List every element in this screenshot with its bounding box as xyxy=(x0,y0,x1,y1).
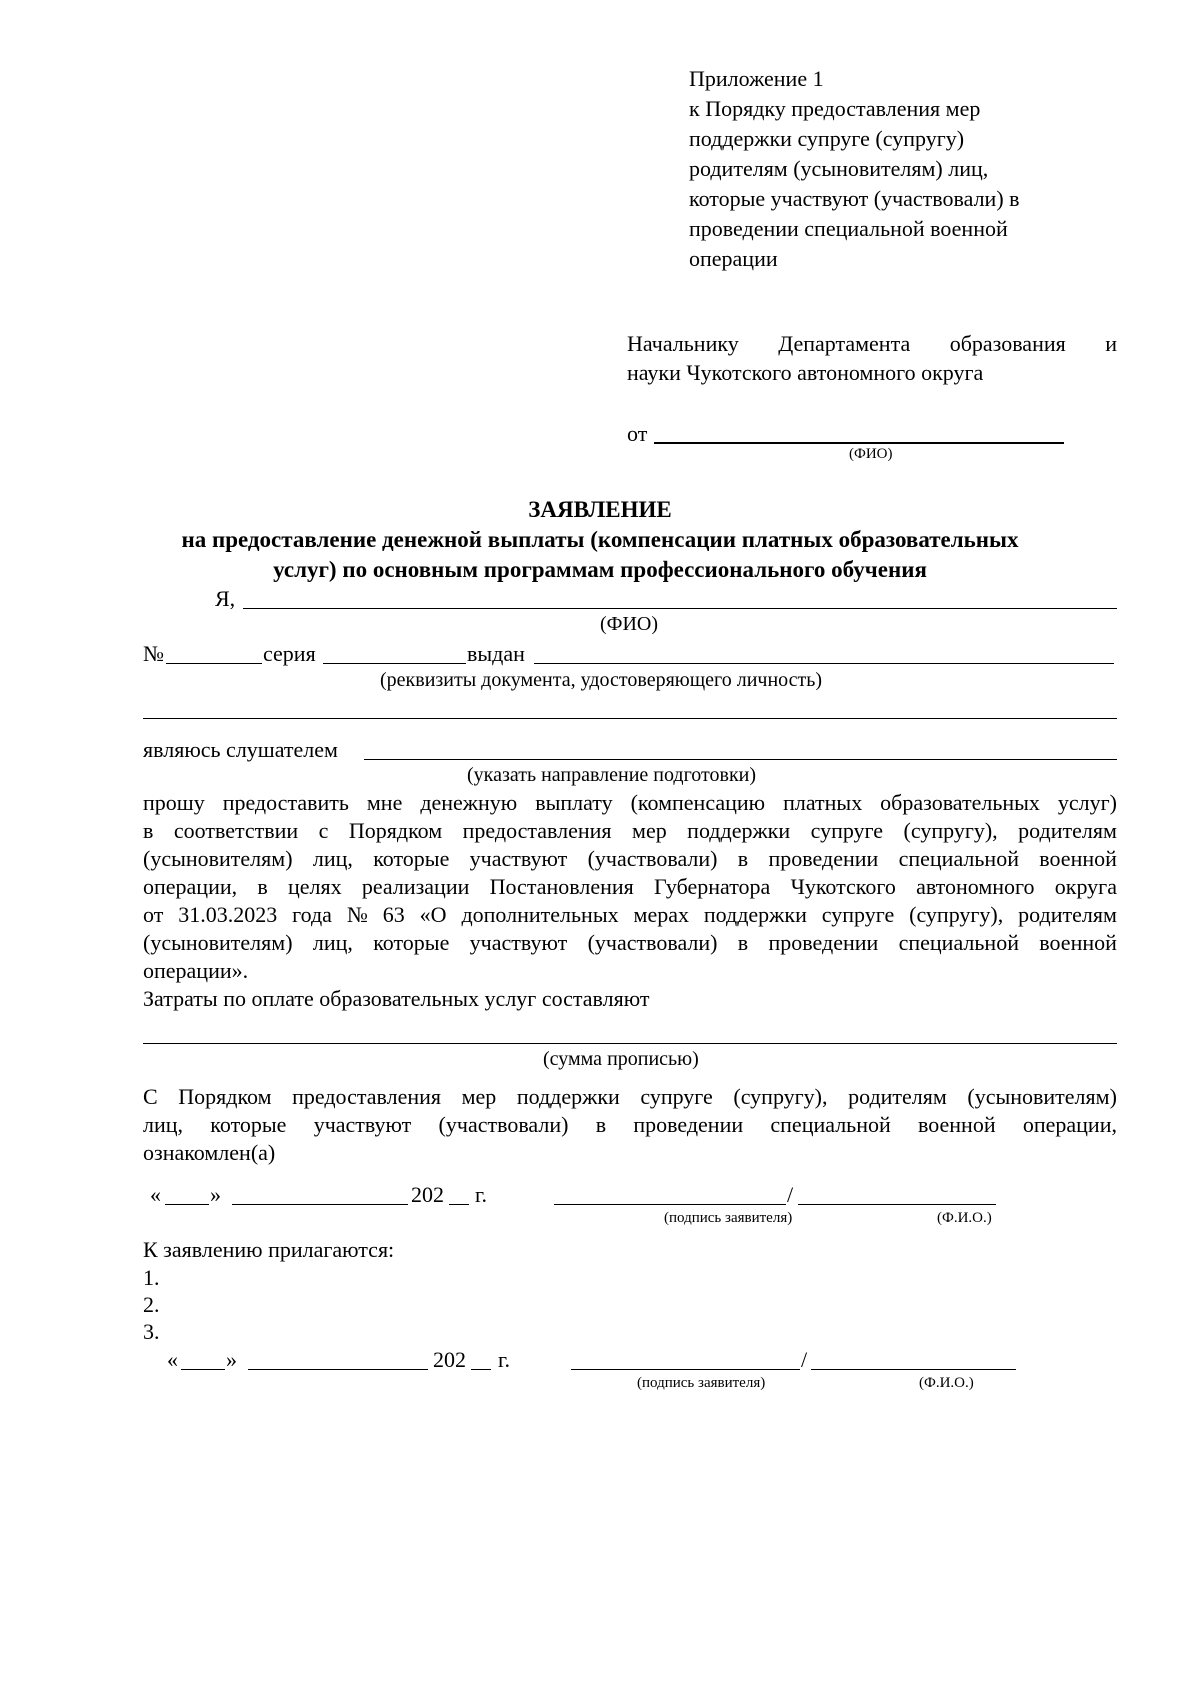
doc-continuation-field[interactable] xyxy=(143,718,1117,719)
sign-caption-1: (подпись заявителя) xyxy=(664,1210,793,1226)
appendix-line: которые участвуют (участвовали) в xyxy=(689,186,1020,211)
doc-series-field[interactable] xyxy=(323,663,466,664)
addressee-word: Департамента xyxy=(778,331,911,356)
acknowledgement-paragraph xyxy=(143,1083,1117,1167)
appendix-line: родителям (усыновителям) лиц, xyxy=(689,156,989,181)
appendix-line: к Порядку предоставления мер xyxy=(689,96,981,121)
issued-label: выдан xyxy=(467,641,525,666)
fio-caption-2: (Ф.И.О.) xyxy=(919,1375,974,1391)
date-close-quote: » xyxy=(226,1347,237,1372)
direction-caption: (указать направление подготовки) xyxy=(467,764,757,786)
addressee-line-1 xyxy=(627,330,1117,358)
attachment-item: 2. xyxy=(143,1292,160,1317)
date-close-quote: » xyxy=(210,1182,221,1207)
fio-caption-1: (Ф.И.О.) xyxy=(937,1210,992,1226)
request-line: (усыновителям) лиц, которые участвуют (участвовали) в проведении специальной военной xyxy=(143,930,1117,955)
addressee-word: Начальнику xyxy=(627,331,739,356)
sum-in-words-field[interactable] xyxy=(143,1043,1117,1044)
appendix-line: поддержки супруге (супругу) xyxy=(689,126,965,151)
signature-slash: / xyxy=(787,1182,794,1207)
attachments-label: К заявлению прилагаются: xyxy=(143,1237,395,1262)
sign-caption-2: (подпись заявителя) xyxy=(637,1375,766,1391)
ack-line: лиц, которые участвуют (участвовали) в проведении специальной военной операции, xyxy=(143,1112,1117,1137)
signature-field-2[interactable] xyxy=(571,1369,800,1370)
request-paragraph xyxy=(143,789,1117,1013)
request-line: операции». xyxy=(143,958,249,983)
from-fio-field[interactable] xyxy=(654,442,1064,444)
ack-line: С Порядком предоставления мер поддержки супруге (супругу), родителям (усыновителям) xyxy=(143,1084,1117,1109)
document-subtitle-line-1: на предоставление денежной выплаты (компенсации платных образовательных xyxy=(181,527,1019,552)
fio-signature-field-2[interactable] xyxy=(811,1369,1016,1370)
from-fio-caption: (ФИО) xyxy=(849,446,893,462)
applicant-fio-caption: (ФИО) xyxy=(600,613,659,635)
date-open-quote: « xyxy=(150,1182,161,1207)
request-line: (усыновителям) лиц, которые участвуют (участвовали) в проведении специальной военной xyxy=(143,846,1117,871)
date-month-field-1[interactable] xyxy=(232,1204,408,1205)
date-open-quote: « xyxy=(167,1347,178,1372)
doc-caption: (реквизиты документа, удостоверяющего личность) xyxy=(380,669,823,691)
doc-number-field[interactable] xyxy=(166,663,262,664)
attachment-item: 1. xyxy=(143,1265,160,1290)
signature-slash: / xyxy=(801,1347,808,1372)
number-label: № xyxy=(143,641,164,666)
document-title: ЗАЯВЛЕНИЕ xyxy=(528,497,672,522)
attachment-item: 3. xyxy=(143,1319,160,1344)
sum-caption: (сумма прописью) xyxy=(543,1048,699,1070)
appendix-line: операции xyxy=(689,246,778,271)
addressee-line-2: науки Чукотского автономного округа xyxy=(627,360,984,385)
appendix-line: Приложение 1 xyxy=(689,66,824,91)
addressee-word: образования xyxy=(949,331,1066,356)
year-suffix: г. xyxy=(475,1182,488,1207)
applicant-fio-field[interactable] xyxy=(243,608,1117,609)
date-year-prefix: 202 xyxy=(411,1182,444,1207)
request-line: в соответствии с Порядком предоставления мер поддержки супруге (супругу), родителям xyxy=(143,818,1117,843)
date-year-prefix: 202 xyxy=(433,1347,466,1372)
date-day-field-1[interactable] xyxy=(165,1204,209,1205)
ack-line: ознакомлен(а) xyxy=(143,1140,276,1165)
from-label: от xyxy=(627,421,648,446)
training-direction-field[interactable] xyxy=(364,759,1117,760)
costs-label: Затраты по оплате образовательных услуг составляют xyxy=(143,986,650,1011)
listener-label: являюсь слушателем xyxy=(143,737,338,762)
doc-issued-field[interactable] xyxy=(534,663,1114,664)
i-label: Я, xyxy=(215,586,236,611)
date-year-field-2[interactable] xyxy=(471,1369,491,1370)
series-label: серия xyxy=(263,641,316,666)
signature-field-1[interactable] xyxy=(554,1204,786,1205)
date-day-field-2[interactable] xyxy=(181,1369,225,1370)
appendix-line: проведении специальной военной xyxy=(689,216,1008,241)
request-line: прошу предоставить мне денежную выплату (компенсацию платных образовательных услуг) xyxy=(143,790,1117,815)
document-subtitle-line-2: услуг) по основным программам профессионального обучения xyxy=(273,557,927,582)
appendix-block xyxy=(689,64,1020,274)
date-year-field-1[interactable] xyxy=(449,1204,469,1205)
request-line: операции, в целях реализации Постановления Губернатора Чукотского автономного округа xyxy=(143,874,1117,899)
year-suffix: г. xyxy=(498,1347,511,1372)
date-month-field-2[interactable] xyxy=(248,1369,428,1370)
addressee-word: и xyxy=(1105,331,1117,356)
request-line: от 31.03.2023 года № 63 «О дополнительных мерах поддержки супруге (супругу), родителям xyxy=(143,902,1117,927)
fio-signature-field-1[interactable] xyxy=(798,1204,996,1205)
